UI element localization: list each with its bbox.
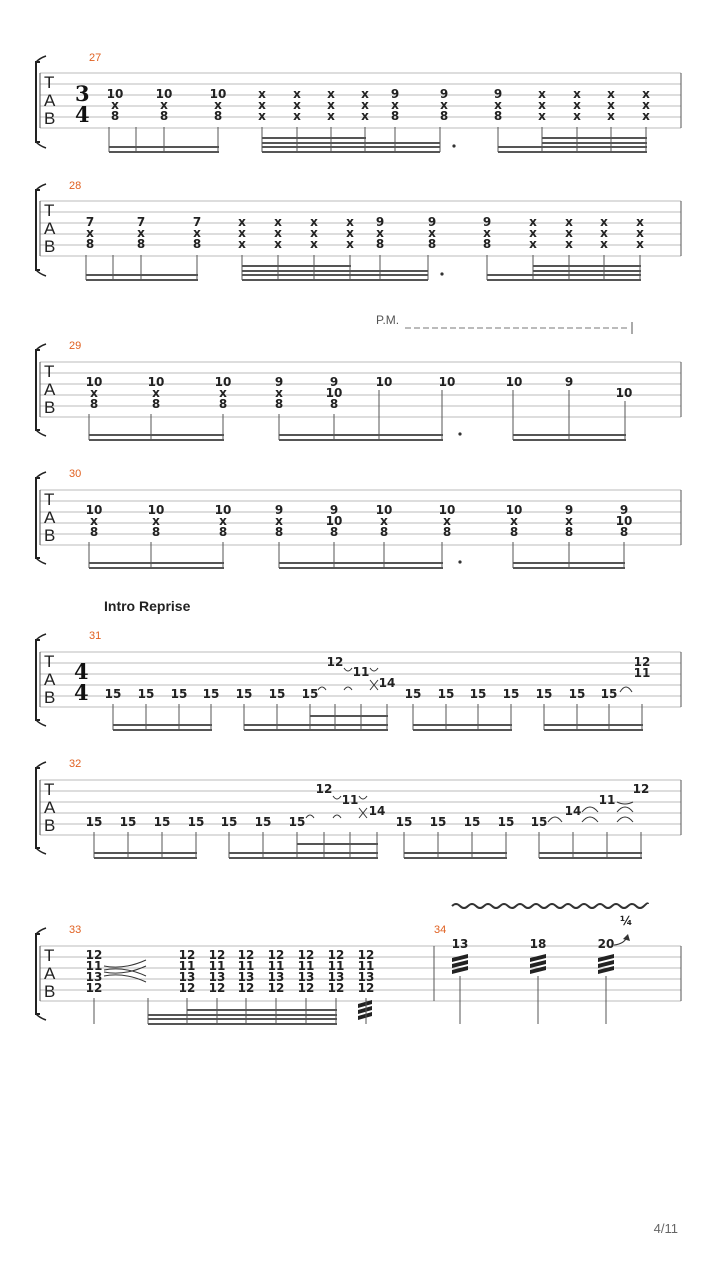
note-fret: 15	[268, 687, 286, 701]
system-bracket	[36, 190, 40, 270]
palm-mute-label: P.M.	[376, 313, 400, 327]
note-fret: 9	[375, 215, 385, 229]
dead-note: x	[428, 226, 436, 240]
note-fret: 9	[493, 87, 503, 101]
note-fret: 15	[153, 815, 171, 829]
dead-note: x	[274, 215, 282, 229]
note-fret: 10	[325, 386, 343, 400]
dead-note: x	[346, 237, 354, 251]
dead-note: x	[258, 87, 266, 101]
note-fret: 12	[357, 981, 375, 995]
note-fret: 11	[178, 959, 196, 973]
dead-note: x	[327, 98, 335, 112]
note-fret: 8	[213, 109, 223, 123]
note-fret: 15	[235, 687, 253, 701]
note-fret: 10	[106, 87, 124, 101]
dead-note: x	[160, 98, 168, 112]
dead-note: x	[607, 98, 615, 112]
note-fret: 10	[438, 375, 456, 389]
staff-lines	[40, 490, 681, 545]
tab-letter-a: A	[44, 670, 56, 689]
note-fret: 11	[237, 959, 255, 973]
note-fret: 9	[564, 503, 574, 517]
note-fret: 9	[329, 503, 339, 517]
note-fret: 10	[147, 375, 165, 389]
m34-notes	[452, 937, 615, 951]
note-fret: 8	[274, 525, 284, 539]
dead-note: x	[529, 226, 537, 240]
note-fret: 15	[404, 687, 422, 701]
dead-note: x	[346, 215, 354, 229]
tab-letter-t: T	[44, 780, 55, 799]
dead-note: x	[327, 87, 335, 101]
note-columns	[107, 87, 650, 123]
tab-letter-a: A	[44, 798, 56, 817]
dead-note: x	[376, 226, 384, 240]
dead-note: x	[642, 109, 650, 123]
dead-note: x	[600, 237, 608, 251]
note-fret: 7	[136, 215, 146, 229]
note-fret: 8	[218, 397, 228, 411]
rhythm-beams	[89, 390, 626, 441]
dead-note: x	[238, 226, 246, 240]
note-fret: 8	[493, 109, 503, 123]
note-fret: 14	[378, 676, 396, 690]
note-fret: 11	[85, 959, 103, 973]
vibrato-line	[452, 903, 648, 908]
note-fret: 15	[288, 815, 306, 829]
system-bracket	[36, 768, 40, 848]
note-fret: 9	[329, 375, 339, 389]
note-fret: 15	[463, 815, 481, 829]
note-fret: 8	[375, 237, 385, 251]
rhythm-beams	[89, 542, 625, 569]
dead-note: x	[219, 514, 227, 528]
note-columns	[86, 215, 644, 251]
note-fret: 15	[85, 815, 103, 829]
note-fret: 10	[325, 514, 343, 528]
note-fret: 11	[341, 793, 359, 807]
note-fret: 10	[375, 375, 393, 389]
dead-note: x	[573, 109, 581, 123]
note-fret: 11	[297, 959, 315, 973]
bend-amount: ¼	[620, 914, 633, 928]
time-signature-top: 4	[74, 659, 89, 684]
note-fret: 10	[615, 386, 633, 400]
dead-note: x	[600, 215, 608, 229]
note-fret: 18	[529, 937, 547, 951]
note-fret: 13	[327, 970, 345, 984]
note-fret: 12	[178, 981, 196, 995]
measure-number: 27	[89, 52, 102, 64]
dead-note: x	[152, 514, 160, 528]
note-fret: 15	[254, 815, 272, 829]
note-fret: 11	[327, 959, 345, 973]
measure-number: 32	[69, 758, 82, 770]
note-fret: 9	[274, 503, 284, 517]
tab-letter-t: T	[44, 362, 55, 381]
note-fret: 8	[329, 525, 339, 539]
note-fret: 8	[619, 525, 629, 539]
note-fret: 13	[85, 970, 103, 984]
tab-letter-b: B	[44, 526, 56, 545]
rhythm-beams	[94, 832, 642, 859]
note-fret: 13	[267, 970, 285, 984]
bend-arrow-head	[623, 934, 630, 941]
dead-note: x	[443, 514, 451, 528]
note-fret: 10	[147, 503, 165, 517]
dead-note: x	[90, 514, 98, 528]
note-fret: 8	[110, 109, 120, 123]
note-fret: 9	[427, 215, 437, 229]
note-fret: 14	[564, 804, 582, 818]
note-fret: 9	[439, 87, 449, 101]
note-fret: 12	[327, 981, 345, 995]
note-fret: 15	[600, 687, 618, 701]
note-fret: 12	[85, 948, 103, 962]
dead-note: x	[219, 386, 227, 400]
note-fret: 11	[208, 959, 226, 973]
dead-note: x	[275, 514, 283, 528]
note-fret: 11	[352, 665, 370, 679]
system-bracket	[36, 640, 40, 720]
note-fret: 12	[315, 782, 333, 796]
dead-note: x	[565, 215, 573, 229]
tab-letter-t: T	[44, 490, 55, 509]
note-fret: 15	[137, 687, 155, 701]
system-bracket	[36, 934, 40, 1014]
tremolo-marks	[358, 954, 614, 1020]
note-fret: 13	[178, 970, 196, 984]
tab-letter-b: B	[44, 237, 56, 256]
dead-note: x	[538, 87, 546, 101]
dead-note: x	[152, 386, 160, 400]
dead-note: x	[529, 215, 537, 229]
dead-note: x	[510, 514, 518, 528]
dead-note: x	[636, 237, 644, 251]
note-fret: 8	[159, 109, 169, 123]
dead-note: x	[193, 226, 201, 240]
tab-letter-a: A	[44, 219, 56, 238]
dead-note: x	[380, 514, 388, 528]
dead-note: x	[361, 109, 369, 123]
note-fret: 12	[297, 981, 315, 995]
dead-note: x	[600, 226, 608, 240]
note-fret: 11	[267, 959, 285, 973]
note-fret: 8	[482, 237, 492, 251]
rhythm-beams	[86, 255, 641, 281]
note-fret: 8	[439, 109, 449, 123]
system-31	[36, 598, 681, 731]
dead-note: x	[642, 98, 650, 112]
dead-note: x	[529, 237, 537, 251]
tab-letter-t: T	[44, 652, 55, 671]
note-fret: 10	[375, 503, 393, 517]
note-fret: 8	[564, 525, 574, 539]
tab-letter-t: T	[44, 201, 55, 220]
system-30	[36, 468, 681, 569]
note-fret: 12	[632, 782, 650, 796]
time-signature-bottom: 4	[75, 102, 90, 127]
note-fret: 15	[395, 815, 413, 829]
dead-note: x	[607, 109, 615, 123]
note-fret: 12	[208, 948, 226, 962]
tab-letter-b: B	[44, 109, 56, 128]
dead-note: x	[636, 226, 644, 240]
dead-note: x	[310, 215, 318, 229]
note-fret: 8	[427, 237, 437, 251]
note-fret: 9	[390, 87, 400, 101]
note-fret: 12	[237, 981, 255, 995]
low-notes	[105, 687, 618, 701]
note-fret: 10	[155, 87, 173, 101]
system-28	[36, 180, 681, 281]
tab-letter-b: B	[44, 982, 56, 1001]
note-fret: 9	[564, 375, 574, 389]
measure-number: 33	[69, 924, 82, 936]
dead-note: x	[258, 109, 266, 123]
tab-letter-t: T	[44, 73, 55, 92]
dead-note: x	[86, 226, 94, 240]
dead-note: x	[361, 98, 369, 112]
dead-note: x	[274, 237, 282, 251]
note-fret: 8	[151, 525, 161, 539]
system-bracket	[36, 350, 40, 430]
note-fret: 7	[85, 215, 95, 229]
note-fret: 12	[297, 948, 315, 962]
dead-note: x	[391, 98, 399, 112]
note-fret: 12	[267, 981, 285, 995]
note-fret: 14	[368, 804, 386, 818]
note-fret: 8	[329, 397, 339, 411]
dead-note: x	[275, 386, 283, 400]
note-fret: 12	[326, 655, 344, 669]
note-fret: 15	[104, 687, 122, 701]
note-fret: 13	[297, 970, 315, 984]
system-27	[36, 52, 681, 153]
dead-note: x	[274, 226, 282, 240]
note-fret: 9	[619, 503, 629, 517]
rhythm-beams	[109, 127, 647, 153]
note-fret: 8	[151, 397, 161, 411]
dead-note: x	[642, 87, 650, 101]
note-fret: 8	[274, 397, 284, 411]
dead-note: x	[214, 98, 222, 112]
note-fret: 11	[633, 666, 651, 680]
dead-note: x	[565, 514, 573, 528]
note-fret: 13	[357, 970, 375, 984]
dead-note: x	[293, 87, 301, 101]
note-fret: 12	[327, 948, 345, 962]
measure-number: 31	[89, 630, 102, 642]
note-fret: 12	[85, 981, 103, 995]
note-fret: 20	[597, 937, 615, 951]
note-fret: 15	[568, 687, 586, 701]
section-title: Intro Reprise	[104, 598, 191, 614]
note-fret: 11	[598, 793, 616, 807]
note-fret: 8	[509, 525, 519, 539]
measure-number: 30	[69, 468, 82, 480]
dead-note: x	[293, 98, 301, 112]
dead-note: x	[310, 226, 318, 240]
note-fret: 12	[357, 948, 375, 962]
time-signature-bottom: 4	[74, 680, 89, 705]
note-fret: 10	[209, 87, 227, 101]
tab-letter-a: A	[44, 91, 56, 110]
note-fret: 13	[451, 937, 469, 951]
note-fret: 15	[301, 687, 319, 701]
note-fret: 15	[187, 815, 205, 829]
system-33-34	[36, 903, 681, 1025]
dead-note: x	[573, 87, 581, 101]
low-notes	[86, 815, 548, 829]
note-fret: 15	[429, 815, 447, 829]
dead-note: x	[346, 226, 354, 240]
tab-letter-b: B	[44, 398, 56, 417]
note-fret: 8	[379, 525, 389, 539]
note-fret: 10	[85, 375, 103, 389]
note-fret: 15	[220, 815, 238, 829]
note-fret: 13	[237, 970, 255, 984]
note-fret: 8	[136, 237, 146, 251]
note-fret: 15	[535, 687, 553, 701]
note-fret: 10	[85, 503, 103, 517]
dead-note: x	[137, 226, 145, 240]
dead-note: x	[238, 215, 246, 229]
note-fret: 10	[615, 514, 633, 528]
note-fret: 12	[267, 948, 285, 962]
note-fret: 12	[633, 655, 651, 669]
note-fret: 8	[85, 237, 95, 251]
dead-note: x	[440, 98, 448, 112]
note-fret: 12	[237, 948, 255, 962]
note-fret: 10	[214, 503, 232, 517]
note-fret: 15	[202, 687, 220, 701]
dead-note: x	[538, 109, 546, 123]
note-fret: 9	[274, 375, 284, 389]
note-fret: 8	[218, 525, 228, 539]
note-fret: 15	[469, 687, 487, 701]
note-fret: 15	[497, 815, 515, 829]
dead-note: x	[636, 215, 644, 229]
system-32	[36, 758, 681, 859]
tab-letter-b: B	[44, 688, 56, 707]
note-fret: 10	[438, 503, 456, 517]
note-fret: 13	[208, 970, 226, 984]
note-fret: 8	[89, 397, 99, 411]
dead-note: x	[573, 98, 581, 112]
time-signature-top: 3	[75, 81, 90, 106]
dead-note: x	[111, 98, 119, 112]
note-fret: 8	[192, 237, 202, 251]
note-fret: 9	[482, 215, 492, 229]
note-fret: 15	[170, 687, 188, 701]
note-fret: 10	[214, 375, 232, 389]
note-fret: 15	[437, 687, 455, 701]
note-fret: 10	[505, 375, 523, 389]
dead-note: x	[327, 109, 335, 123]
note-fret: 15	[502, 687, 520, 701]
measure-number: 34	[434, 924, 447, 936]
note-fret: 10	[505, 503, 523, 517]
tab-letter-a: A	[44, 964, 56, 983]
page-number: 4/11	[653, 1221, 678, 1236]
tab-letter-a: A	[44, 508, 56, 527]
rhythm-beams	[113, 704, 643, 731]
dead-note: x	[258, 98, 266, 112]
note-fret: 12	[208, 981, 226, 995]
measure-number: 29	[69, 340, 82, 352]
system-bracket	[36, 478, 40, 558]
note-fret: 11	[357, 959, 375, 973]
dead-note: x	[607, 87, 615, 101]
dead-note: x	[494, 98, 502, 112]
note-fret: 15	[119, 815, 137, 829]
dead-note: x	[565, 237, 573, 251]
dead-note: x	[538, 98, 546, 112]
note-fret: 15	[530, 815, 548, 829]
dead-note: x	[361, 87, 369, 101]
note-fret: 8	[390, 109, 400, 123]
system-29	[36, 313, 681, 441]
dead-note: x	[310, 237, 318, 251]
note-fret: 12	[178, 948, 196, 962]
tab-letter-t: T	[44, 946, 55, 965]
dead-note: x	[483, 226, 491, 240]
note-fret: 8	[89, 525, 99, 539]
note-fret: 7	[192, 215, 202, 229]
dead-note: x	[565, 226, 573, 240]
staff-lines	[40, 362, 681, 417]
measure-number: 28	[69, 180, 82, 192]
note-fret: 8	[442, 525, 452, 539]
dead-note: x	[238, 237, 246, 251]
tab-letter-b: B	[44, 816, 56, 835]
system-bracket	[36, 62, 40, 142]
dead-note: x	[293, 109, 301, 123]
dead-note: x	[90, 386, 98, 400]
tab-letter-a: A	[44, 380, 56, 399]
